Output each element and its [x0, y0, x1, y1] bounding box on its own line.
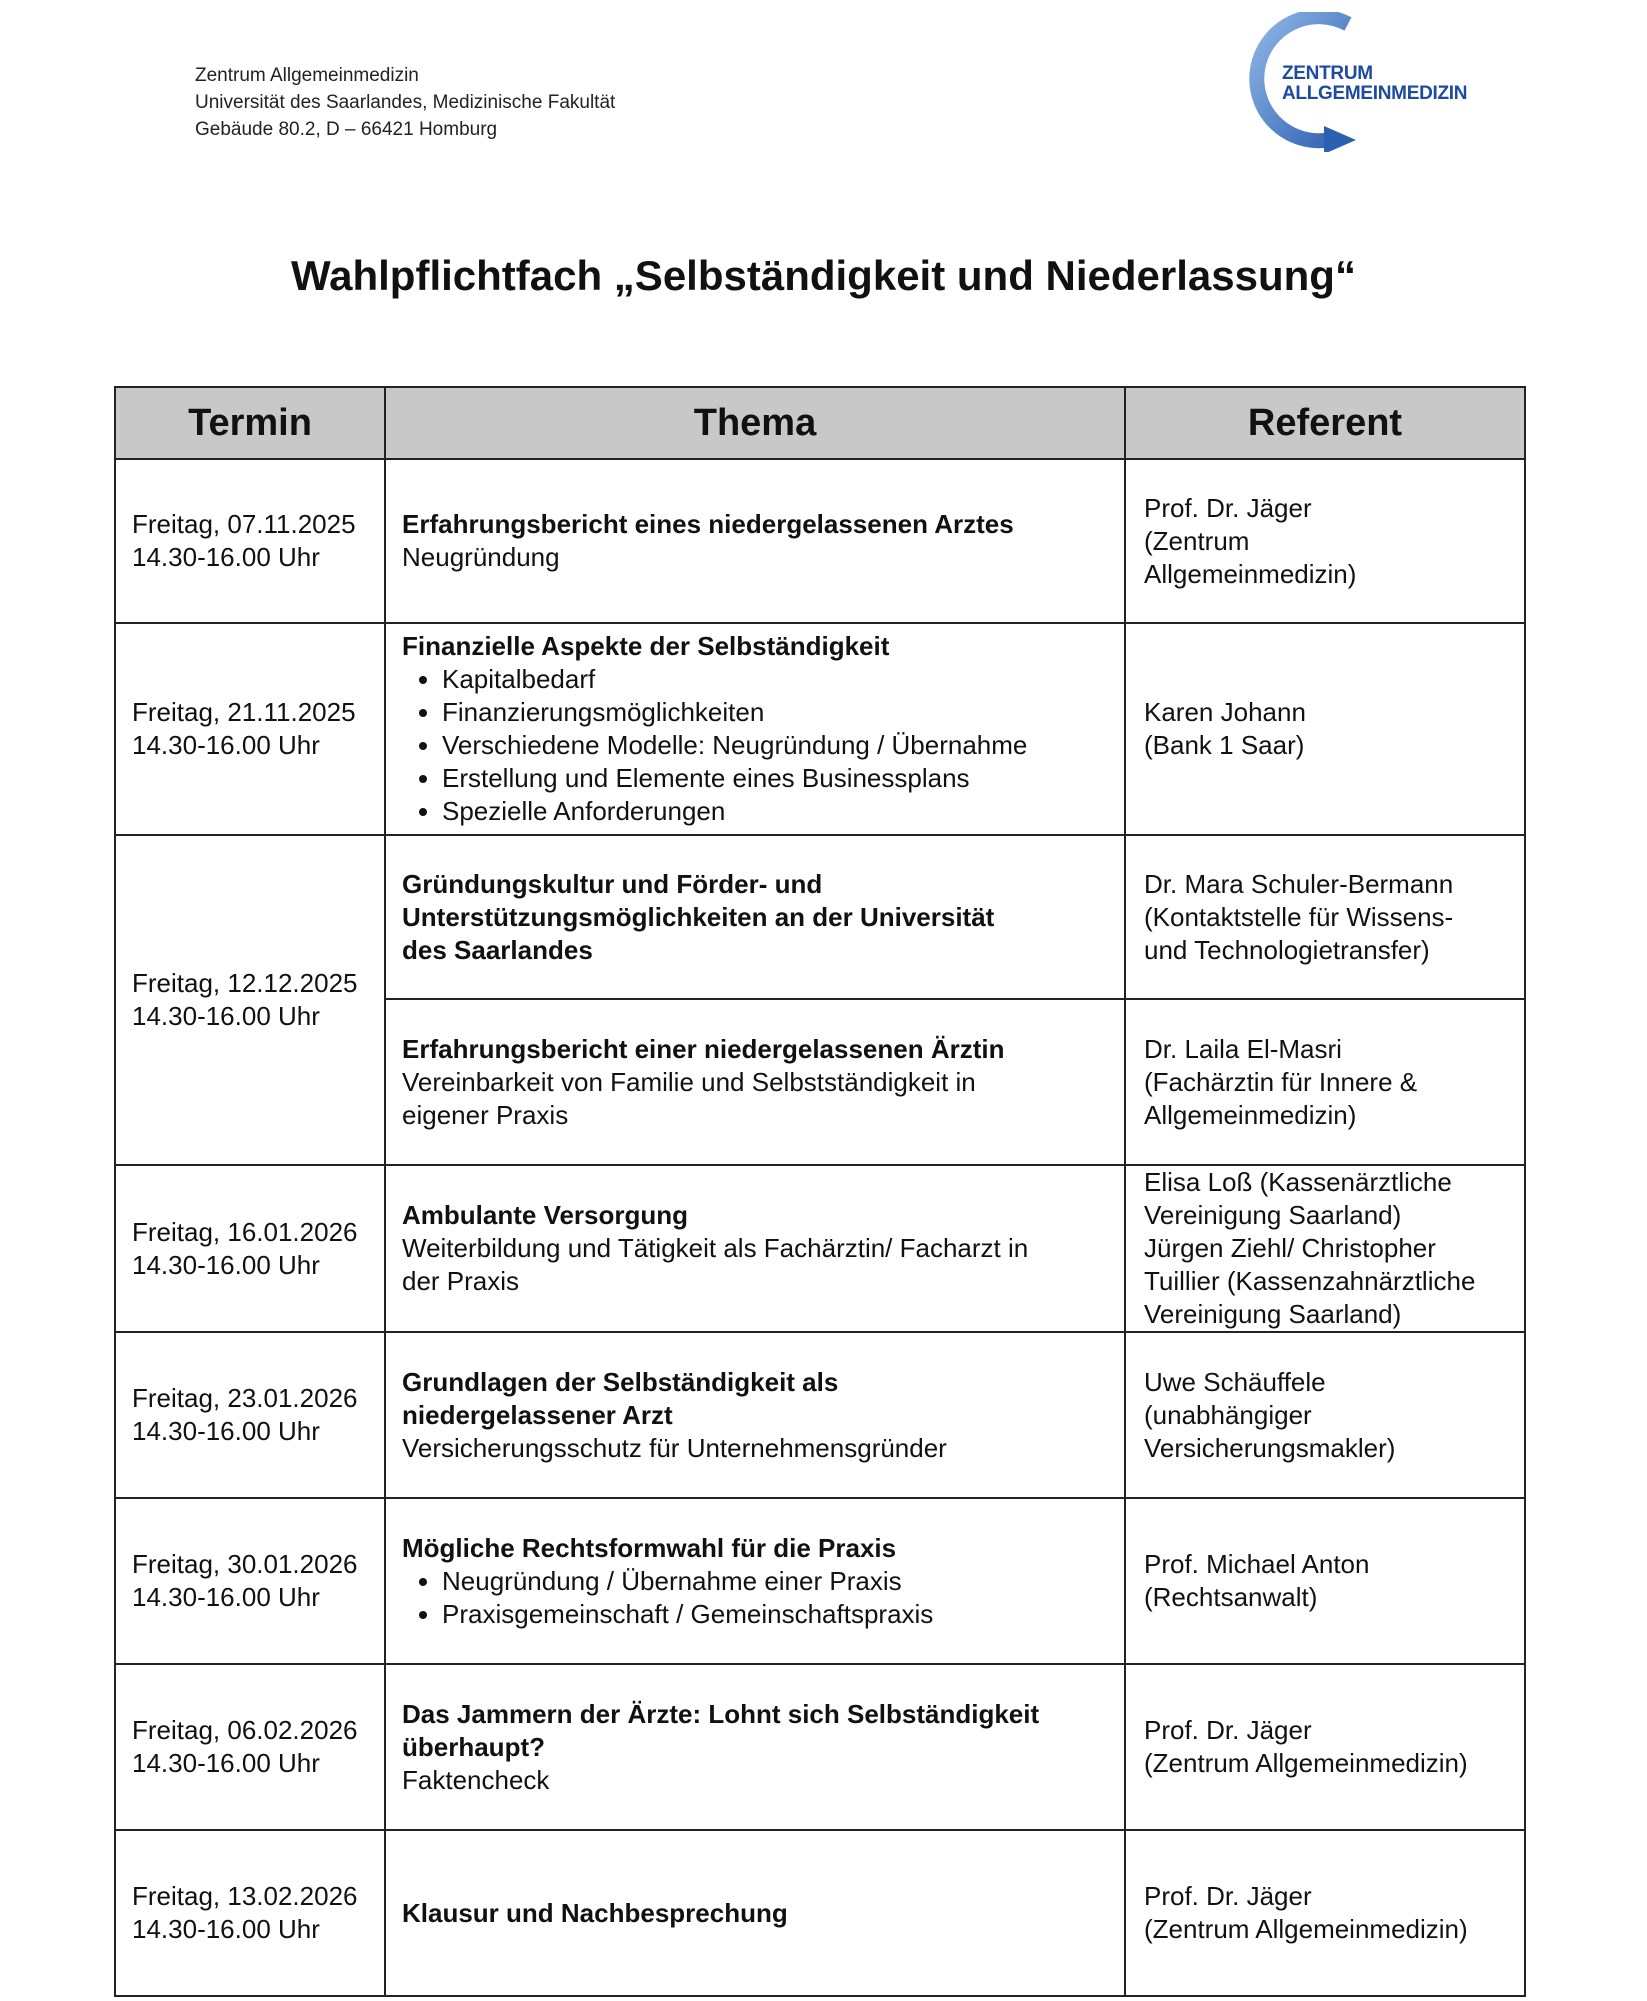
- logo-line: ALLGEMEINMEDIZIN: [1282, 83, 1468, 104]
- column-header-referent: Referent: [1125, 387, 1525, 459]
- topic-title: Klausur und Nachbesprechung: [402, 1897, 788, 1928]
- topic-title: Gründungskultur und Förder- und Unterstützungsmöglichkeiten an der Universität des Saarlandes: [402, 868, 995, 965]
- referent-line: Dr. Laila El-Masri: [1144, 1033, 1342, 1064]
- termin-cell: [115, 1498, 385, 1664]
- topic-subtitle: Weiterbildung und Tätigkeit als Fachärztin/ Facharzt in der Praxis: [402, 1233, 1029, 1296]
- session-time: 14.30-16.00 Uhr: [132, 1416, 320, 1446]
- topic-subtitle: Neugründung: [402, 542, 560, 572]
- referent-cell: [1125, 999, 1525, 1165]
- referent-line: Prof. Dr. Jäger: [1144, 1715, 1312, 1745]
- table-row: [115, 835, 1525, 999]
- topic-title: Grundlagen der Selbständigkeit als niedergelassener Arzt: [402, 1366, 839, 1430]
- logo-text: [1282, 64, 1467, 104]
- session-time: 14.30-16.00 Uhr: [132, 1249, 320, 1280]
- table-row: [115, 1664, 1525, 1830]
- thema-cell: [385, 1830, 1125, 1996]
- list-item: • Kapitalbedarf: [442, 663, 1108, 696]
- referent-line: Karen Johann: [1144, 697, 1306, 727]
- list-item: • Praxisgemeinschaft / Gemeinschaftspraxis: [442, 1598, 1108, 1631]
- schedule-table: [114, 386, 1526, 1997]
- column-header-thema: Thema: [385, 387, 1125, 459]
- topic-subtitle: Faktencheck: [402, 1764, 550, 1795]
- termin-cell: [115, 623, 385, 835]
- list-item: • Erstellung und Elemente eines Businessplans: [442, 762, 1108, 795]
- topic-title: Mögliche Rechtsformwahl für die Praxis: [402, 1532, 897, 1563]
- referent-line: Versicherungsmakler): [1144, 1432, 1396, 1463]
- referent-line: Prof. Dr. Jäger: [1144, 492, 1312, 523]
- referent-line: Vereinigung Saarland): [1144, 1200, 1402, 1230]
- referent-line: (Zentrum Allgemeinmedizin): [1144, 1748, 1468, 1778]
- referent-line: Prof. Dr. Jäger: [1144, 1881, 1312, 1911]
- termin-cell: [115, 1332, 385, 1498]
- table-row: [115, 1830, 1525, 1996]
- table-header-row: [115, 387, 1525, 459]
- address-line: Universität des Saarlandes, Medizinische Fakultät: [195, 92, 616, 113]
- referent-line: (Bank 1 Saar): [1144, 730, 1305, 760]
- referent-cell: [1125, 1165, 1525, 1332]
- session-time: 14.30-16.00 Uhr: [132, 542, 320, 572]
- list-item: • Neugründung / Übernahme einer Praxis: [442, 1565, 1108, 1598]
- session-time: 14.30-16.00 Uhr: [132, 1914, 320, 1944]
- thema-cell: [385, 623, 1125, 835]
- list-item: • Spezielle Anforderungen: [442, 795, 1108, 828]
- address-line: Zentrum Allgemeinmedizin: [195, 65, 419, 86]
- session-date: Freitag, 13.02.2026: [132, 1881, 358, 1911]
- session-date: Freitag, 21.11.2025: [132, 697, 356, 727]
- list-item: • Finanzierungsmöglichkeiten: [442, 696, 1108, 729]
- topic-subtitle: Vereinbarkeit von Familie und Selbstständigkeit in eigener Praxis: [402, 1066, 976, 1130]
- referent-line: Elisa Loß (Kassenärztliche: [1144, 1167, 1452, 1197]
- referent-cell: [1125, 1830, 1525, 1996]
- topic-title: Finanzielle Aspekte der Selbständigkeit: [402, 631, 890, 661]
- session-date: Freitag, 06.02.2026: [132, 1715, 358, 1745]
- referent-cell: [1125, 1332, 1525, 1498]
- termin-cell: [115, 1664, 385, 1830]
- thema-cell: [385, 999, 1125, 1165]
- logo-line: ZENTRUM: [1282, 63, 1373, 84]
- thema-cell: [385, 1498, 1125, 1664]
- table-row: [115, 1498, 1525, 1664]
- zentrum-logo: [1238, 12, 1468, 152]
- referent-line: Allgemeinmedizin): [1144, 558, 1357, 589]
- session-time: 14.30-16.00 Uhr: [132, 1748, 320, 1778]
- session-time: 14.30-16.00 Uhr: [132, 1001, 320, 1031]
- session-date: Freitag, 16.01.2026: [132, 1216, 358, 1247]
- referent-line: (Zentrum: [1144, 525, 1250, 556]
- referent-line: Allgemeinmedizin): [1144, 1099, 1357, 1130]
- referent-cell: [1125, 835, 1525, 999]
- list-item: • Verschiedene Modelle: Neugründung / Übernahme: [442, 729, 1108, 762]
- referent-cell: [1125, 459, 1525, 623]
- referent-line: Tuillier (Kassenzahnärztliche: [1144, 1266, 1476, 1296]
- topic-bullet-list: [402, 1565, 1108, 1631]
- topic-title: Das Jammern der Ärzte: Lohnt sich Selbständigkeit überhaupt?: [402, 1698, 1040, 1762]
- termin-cell: [115, 1830, 385, 1996]
- document-title: Wahlpflichtfach „Selbständigkeit und Niederlassung“: [291, 252, 1356, 299]
- table-row: [115, 1332, 1525, 1498]
- referent-line: und Technologietransfer): [1144, 934, 1430, 965]
- referent-line: Uwe Schäuffele: [1144, 1366, 1326, 1397]
- thema-cell: [385, 1332, 1125, 1498]
- referent-line: Prof. Michael Anton: [1144, 1549, 1370, 1579]
- institution-address: [195, 62, 615, 143]
- thema-cell: [385, 835, 1125, 999]
- session-time: 14.30-16.00 Uhr: [132, 730, 320, 760]
- termin-cell: [115, 1165, 385, 1332]
- referent-line: (Zentrum Allgemeinmedizin): [1144, 1914, 1468, 1944]
- referent-line: (Rechtsanwalt): [1144, 1582, 1318, 1612]
- referent-line: Vereinigung Saarland): [1144, 1299, 1402, 1329]
- referent-cell: [1125, 1664, 1525, 1830]
- topic-bullet-list: [402, 663, 1108, 828]
- topic-title: Erfahrungsbericht eines niedergelassenen Arztes: [402, 509, 1014, 539]
- termin-cell: [115, 835, 385, 1165]
- table-row: [115, 459, 1525, 623]
- session-date: Freitag, 30.01.2026: [132, 1549, 358, 1579]
- referent-line: (Fachärztin für Innere &: [1144, 1066, 1418, 1097]
- thema-cell: [385, 1664, 1125, 1830]
- referent-line: (unabhängiger: [1144, 1399, 1312, 1430]
- referent-line: Dr. Mara Schuler-Bermann: [1144, 868, 1454, 899]
- referent-line: (Kontaktstelle für Wissens-: [1144, 901, 1454, 932]
- session-date: Freitag, 23.01.2026: [132, 1383, 358, 1413]
- termin-cell: [115, 459, 385, 623]
- referent-line: Jürgen Ziehl/ Christopher: [1144, 1233, 1436, 1263]
- thema-cell: [385, 459, 1125, 623]
- column-header-termin: Termin: [115, 387, 385, 459]
- table-row: [115, 623, 1525, 835]
- session-time: 14.30-16.00 Uhr: [132, 1582, 320, 1612]
- topic-title: Ambulante Versorgung: [402, 1200, 689, 1230]
- topic-subtitle: Versicherungsschutz für Unternehmensgründer: [402, 1432, 947, 1463]
- session-date: Freitag, 12.12.2025: [132, 968, 358, 998]
- table-row: [115, 1165, 1525, 1332]
- referent-cell: [1125, 623, 1525, 835]
- session-date: Freitag, 07.11.2025: [132, 509, 356, 539]
- referent-cell: [1125, 1498, 1525, 1664]
- topic-title: Erfahrungsbericht einer niedergelassenen Ärztin: [402, 1033, 1005, 1064]
- thema-cell: [385, 1165, 1125, 1332]
- address-line: Gebäude 80.2, D – 66421 Homburg: [195, 119, 498, 140]
